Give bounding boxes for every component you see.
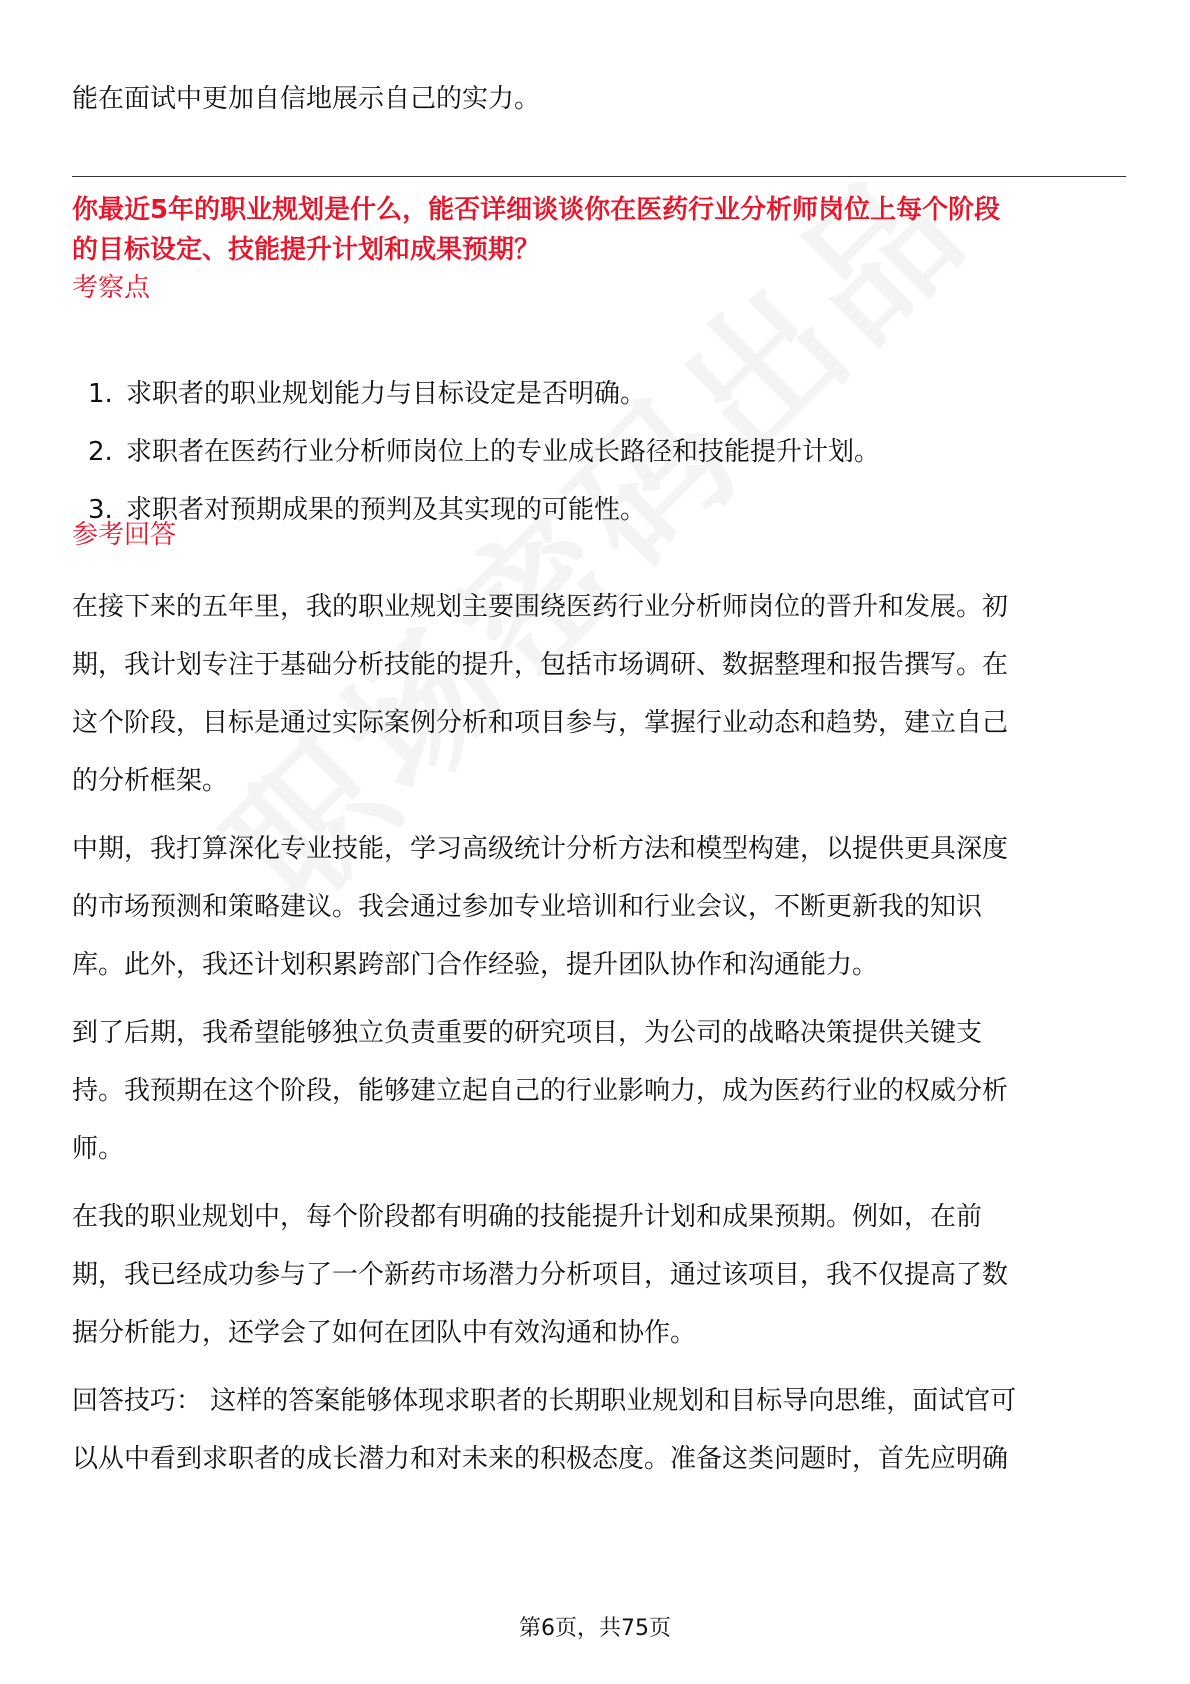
paragraph-line: 的市场预测和策略建议。我会通过参加专业培训和行业会议，不断更新我的知识 (72, 892, 983, 922)
list-item-text: 求职者对预期成果的预判及其实现的可能性。 (126, 495, 647, 525)
list-item-text: 求职者在医药行业分析师岗位上的专业成长路径和技能提升计划。 (126, 437, 881, 467)
list-item-text: 求职者的职业规划能力与目标设定是否明确。 (126, 379, 647, 409)
paragraph-line: 以从中看到求职者的成长潜力和对未来的积极态度。准备这类问题时，首先应明确 (72, 1444, 1009, 1474)
answer-paragraph (72, 820, 1126, 994)
list-item (88, 365, 880, 423)
question-line: 你最近5年的职业规划是什么，能否详细谈谈你在医药行业分析师岗位上每个阶段 (72, 195, 1001, 225)
paragraph-line: 期，我已经成功参与了一个新药市场潜力分析项目，通过该项目，我不仅提高了数 (72, 1260, 1009, 1290)
list-number: 2. (88, 437, 113, 467)
list-number: 3. (88, 495, 113, 525)
paragraph-line: 到了后期，我希望能够独立负责重要的研究项目，为公司的战略决策提供关键支 (72, 1018, 983, 1048)
list-number: 1. (88, 379, 113, 409)
paragraph-line: 在我的职业规划中，每个阶段都有明确的技能提升计划和成果预期。例如，在前 (72, 1202, 983, 1232)
paragraph-line: 这个阶段，目标是通过实际案例分析和项目参与，掌握行业动态和趋势，建立自己 (72, 708, 1009, 738)
paragraph-line: 期，我计划专注于基础分析技能的提升，包括市场调研、数据整理和报告撰写。在 (72, 650, 1009, 680)
list-item (88, 481, 880, 539)
paragraph-line: 回答技巧： 这样的答案能够体现求职者的长期职业规划和目标导向思维，面试官可 (72, 1386, 1017, 1416)
reference-answer-title: 参考回答 (72, 520, 177, 550)
intro-text: 能在面试中更加自信地展示自己的实力。 (72, 84, 541, 114)
question-line: 的目标设定、技能提升计划和成果预期？ (72, 235, 541, 265)
paragraph-line: 师。 (72, 1134, 125, 1164)
answer-paragraph (72, 578, 1126, 810)
paragraph-line: 的分析框架。 (72, 766, 229, 796)
paragraph-line: 在接下来的五年里，我的职业规划主要围绕医药行业分析师岗位的晋升和发展。初 (72, 592, 1009, 622)
answer-paragraph (72, 1004, 1126, 1178)
answer-paragraph (72, 1188, 1126, 1362)
list-item (88, 423, 880, 481)
paragraph-line: 库。此外，我还计划积累跨部门合作经验，提升团队协作和沟通能力。 (72, 950, 879, 980)
paragraph-line: 持。我预期在这个阶段，能够建立起自己的行业影响力，成为医药行业的权威分析 (72, 1076, 1009, 1106)
question-heading (72, 190, 1126, 270)
assessment-points (88, 365, 880, 539)
paragraph-line: 据分析能力，还学会了如何在团队中有效沟通和协作。 (72, 1318, 697, 1348)
section-divider (72, 176, 1126, 177)
answer-tips-paragraph (72, 1372, 1126, 1488)
paragraph-line: 中期，我打算深化专业技能，学习高级统计分析方法和模型构建，以提供更具深度 (72, 834, 1009, 864)
assessment-title: 考察点 (72, 273, 151, 303)
page-number-footer: 第6页，共75页 (519, 1616, 671, 1641)
